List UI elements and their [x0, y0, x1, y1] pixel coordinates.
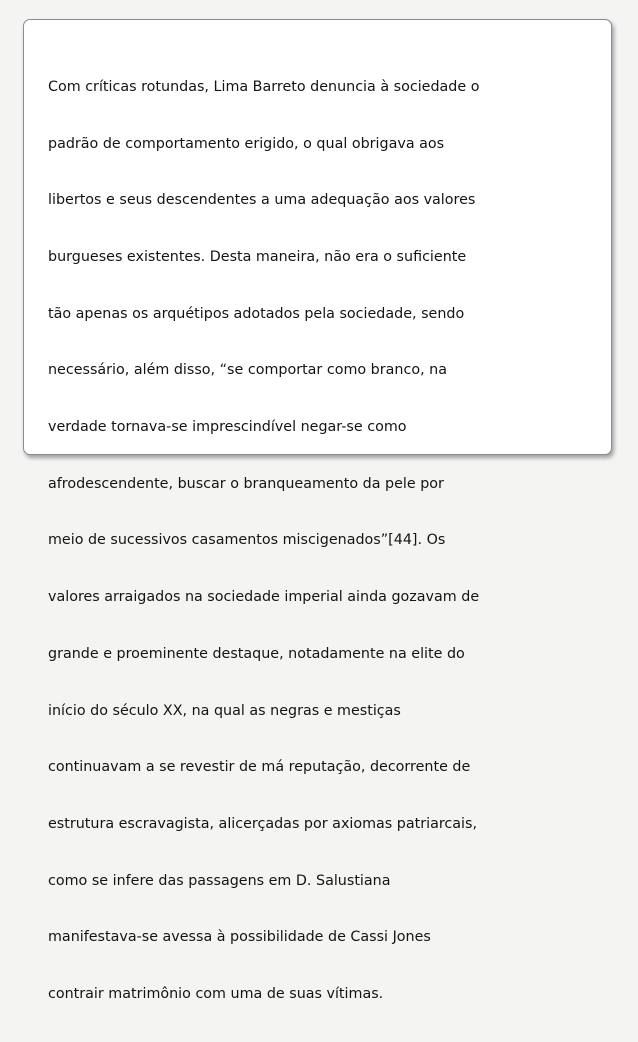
text-line: Com críticas rotundas, Lima Barreto denuncia à sociedade o [48, 78, 480, 95]
text-line: início do século XX, na qual as negras e mestiças [48, 702, 401, 719]
text-line: estrutura escravagista, alicerçadas por axiomas patriarcais, [48, 815, 478, 832]
text-line: meio de sucessivos casamentos miscigenados”[44]. Os [48, 532, 446, 549]
text-line: tão apenas os arquétipos adotados pela sociedade, sendo [48, 305, 465, 322]
text-line: grande e proeminente destaque, notadamente na elite do [48, 645, 465, 662]
text-line: necessário, além disso, “se comportar como branco, na [48, 362, 447, 379]
text-line: contrair matrimônio com uma de suas vítimas. [48, 986, 384, 1003]
text-line: verdade tornava-se imprescindível negar-se como [48, 419, 407, 436]
text-line: libertos e seus descendentes a uma adequação aos valores [48, 192, 476, 209]
text-line: valores arraigados na sociedade imperial ainda gozavam de [48, 589, 480, 606]
text-line: como se infere das passagens em D. Salustiana [48, 872, 391, 889]
text-line: burgueses existentes. Desta maneira, não era o suficiente [48, 248, 467, 265]
text-line: manifestava-se avessa à possibilidade de Cassi Jones [48, 929, 431, 946]
slide-body-text [48, 40, 548, 1042]
text-line: afrodescendente, buscar o branqueamento da pele por [48, 475, 444, 492]
text-line: continuavam a se revestir de má reputação, decorrente de [48, 759, 471, 776]
text-line: padrão de comportamento erigido, o qual obrigava aos [48, 135, 445, 152]
